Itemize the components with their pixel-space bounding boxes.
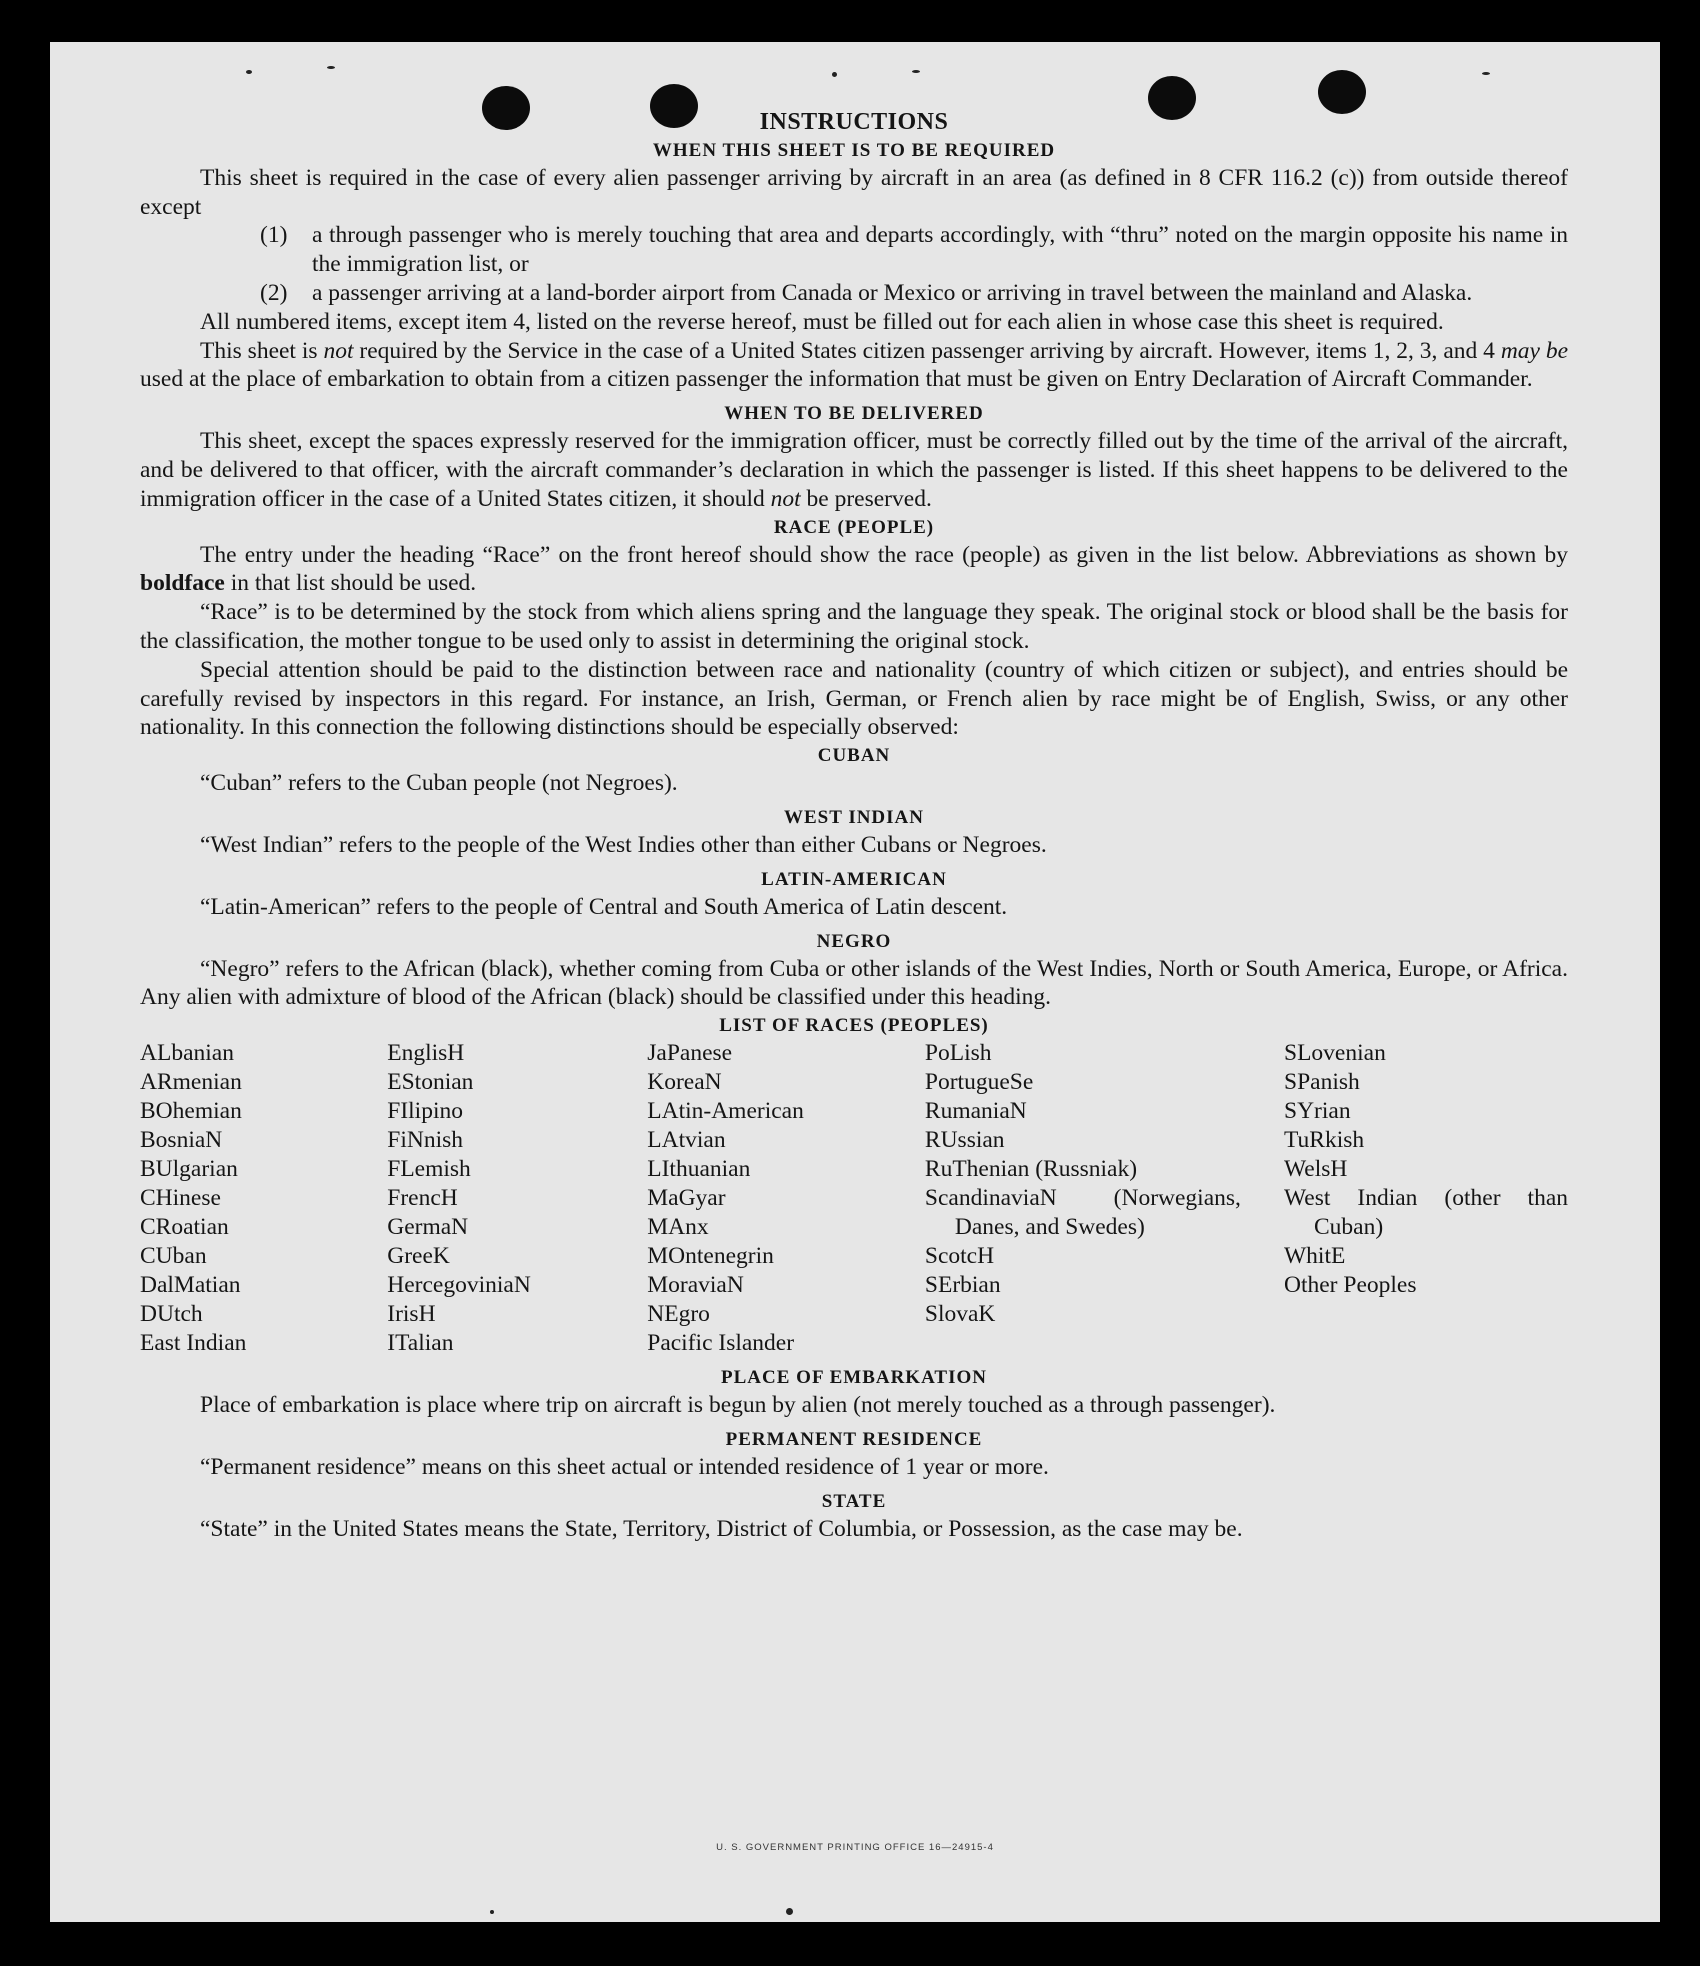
race-item: BOhemian — [140, 1098, 242, 1125]
race-item: LAtin-American — [647, 1098, 804, 1125]
race-item: JaPanese — [647, 1040, 733, 1067]
embarkation-text: Place of embarkation is place where trip on aircraft is begun by alien (not merely touched as a through passenger). — [200, 1392, 1276, 1419]
heading-race: RACE (PEOPLE) — [773, 516, 935, 538]
race-item: RumaniaN — [924, 1098, 1027, 1125]
exception-number: (1) — [260, 222, 288, 249]
race-item: FrencH — [387, 1185, 458, 1212]
race-item: IrisH — [387, 1301, 436, 1328]
race-item: MOntenegrin — [647, 1243, 774, 1270]
race-item: WhitE — [1284, 1243, 1346, 1270]
race-item: MAnx — [647, 1214, 709, 1241]
race-item: EStonian — [387, 1069, 474, 1096]
race-item: RUssian — [924, 1127, 1005, 1154]
race-item: ALbanian — [140, 1040, 234, 1067]
race-item: GermaN — [387, 1214, 469, 1241]
speck — [912, 70, 920, 73]
race-item: FLemish — [387, 1156, 471, 1183]
race-item: West Indian (other than Cuban) — [1284, 1185, 1568, 1241]
race-item: PortugueSe — [924, 1069, 1034, 1096]
race-item: BosniaN — [140, 1127, 223, 1154]
heading-when-delivered: WHEN TO BE DELIVERED — [724, 403, 984, 425]
race-item: LAtvian — [647, 1127, 726, 1154]
race-item: MaGyar — [647, 1185, 726, 1212]
speck — [246, 70, 252, 74]
race-paragraph-2: “Race” is to be determined by the stock from which aliens spring and the language they speak. The original stock or blood shall be the basis for the classification, the mother tongue to be used only to assist in determining the original stock. — [140, 599, 1568, 654]
race-item: FiNnish — [387, 1127, 463, 1154]
race-item: RuThenian (Russniak) — [924, 1156, 1138, 1183]
race-item: WelsH — [1284, 1156, 1348, 1183]
race-item: FIlipino — [387, 1098, 463, 1125]
race-column — [1284, 1039, 1568, 1358]
race-item: SErbian — [924, 1272, 1001, 1299]
heading-when-required: WHEN THIS SHEET IS TO BE REQUIRED — [652, 139, 1056, 161]
race-column — [140, 1039, 387, 1358]
heading-latin-american: LATIN-AMERICAN — [761, 868, 947, 890]
exception-text: a passenger arriving at a land-border airport from Canada or Mexico or arriving in travel between the mainland and Alaska. — [312, 279, 1473, 306]
race-item: East Indian — [140, 1330, 247, 1357]
when-required-intro: This sheet is required in the case of every alien passenger arriving by aircraft in an area (as defined in 8 CFR 116.2 (c)) from outside thereof except — [140, 164, 1568, 220]
race-item: Pacific Islander — [647, 1330, 795, 1357]
race-item: BUlgarian — [140, 1156, 238, 1183]
exception-item — [140, 221, 1568, 279]
race-item: DUtch — [140, 1301, 203, 1328]
exception-item — [140, 279, 1568, 308]
race-item: SPanish — [1284, 1069, 1360, 1096]
race-item: TuRkish — [1284, 1127, 1365, 1154]
race-item: LIthuanian — [647, 1156, 751, 1183]
boldface-word: boldface — [140, 570, 225, 597]
latin-american-text: “Latin-American” refers to the people of Central and South America of Latin descent. — [200, 893, 1008, 920]
west-indian-text: “West Indian” refers to the people of the West Indies other than either Cubans or Negroes. — [200, 831, 1047, 858]
race-item: KoreaN — [647, 1069, 722, 1096]
heading-permanent-residence: PERMANENT RESIDENCE — [725, 1428, 983, 1450]
instructions-content — [140, 108, 1568, 1544]
residence-text: “Permanent residence” means on this sheet actual or intended residence of 1 year or more. — [200, 1453, 1049, 1480]
when-delivered-paragraph: This sheet, except the spaces expressly reserved for the immigration officer, must be correctly filled out by the time of the arrival of the aircraft, and be delivered to that officer, with the aircraft commander’s declaration in which the passenger is listed. If this sheet happens to be delivered to the immigration officer in the case of a United States citizen, it should not be preserved. — [140, 428, 1568, 512]
race-paragraph-1: The entry under the heading “Race” on the front hereof should show the race (people) as given in the list below. Abbreviations as shown by boldface in that list should be used. — [140, 541, 1568, 597]
cuban-text: “Cuban” refers to the Cuban people (not Negroes). — [200, 770, 678, 797]
heading-list-of-races: LIST OF RACES (PEOPLES) — [719, 1015, 989, 1037]
heading-place-of-embarkation: PLACE OF EMBARKATION — [721, 1367, 987, 1389]
negro-text: “Negro” refers to the African (black), whether coming from Cuba or other islands of the West Indies, North or South America, Europe, or Africa. Any alien with admixture of blood of the African (black) should be classified under this heading. — [140, 955, 1568, 1011]
state-text: “State” in the United States means the State, Territory, District of Columbia, or Possession, as the case may be. — [200, 1515, 1243, 1542]
race-item: ARmenian — [140, 1069, 242, 1096]
race-item: ITalian — [387, 1330, 454, 1357]
heading-state: STATE — [821, 1490, 887, 1512]
race-item: PoLish — [924, 1040, 992, 1067]
heading-negro: NEGRO — [816, 930, 892, 952]
emphasis-not: not — [770, 485, 801, 512]
heading-west-indian: WEST INDIAN — [784, 806, 924, 828]
race-column — [647, 1039, 925, 1358]
race-item: SYrian — [1284, 1098, 1351, 1125]
speck — [786, 1908, 793, 1915]
exception-number: (2) — [260, 279, 288, 306]
race-item: MoraviaN — [647, 1272, 744, 1299]
citizen-paragraph: This sheet is not required by the Service in the case of a United States citizen passenger arriving by aircraft. However, items 1, 2, 3, and 4 may be used at the place of embarkation to obtain from a citizen passenger the information that must be given on Entry Declaration of Aircraft Commander. — [140, 337, 1569, 393]
speck — [832, 72, 837, 77]
race-column — [387, 1039, 647, 1358]
race-item: CHinese — [140, 1185, 221, 1212]
emphasis-not: not — [323, 337, 354, 364]
speck — [1482, 72, 1490, 75]
exception-text: a through passenger who is merely touching that area and departs accordingly, with “thru” noted on the margin opposite his name in the immigration list, or — [312, 222, 1568, 278]
race-item: NEgro — [647, 1301, 710, 1328]
race-item: CUban — [140, 1243, 207, 1270]
race-item: ScandinaviaN (Norwegians, Danes, and Swedes) — [924, 1185, 1241, 1241]
race-item: HercegoviniaN — [387, 1272, 531, 1299]
page-title: INSTRUCTIONS — [759, 109, 949, 135]
heading-cuban: CUBAN — [817, 745, 891, 767]
race-list — [140, 1039, 1568, 1358]
race-item: Other Peoples — [1284, 1272, 1417, 1299]
race-paragraph-3: Special attention should be paid to the distinction between race and nationality (country of which citizen or subject), and entries should be carefully revised by inspectors in this regard. For instance, an Irish, German, or French alien by race might be of English, Swiss, or any other nationality. In this connection the following distinctions should be especially observed: — [140, 656, 1568, 741]
race-item: SlovaK — [924, 1301, 996, 1328]
race-column — [925, 1039, 1284, 1358]
speck — [327, 66, 335, 69]
race-item: EnglisH — [387, 1040, 465, 1067]
speck — [490, 1910, 494, 1914]
emphasis-may-be: may be — [1500, 337, 1569, 364]
race-item: DalMatian — [140, 1272, 241, 1299]
numbered-items-paragraph: All numbered items, except item 4, listed on the reverse hereof, must be filled out for each alien in whose case this sheet is required. — [200, 308, 1444, 335]
document-sheet — [50, 42, 1660, 1922]
race-item: GreeK — [387, 1243, 450, 1270]
race-item: ScotcH — [924, 1243, 995, 1270]
race-item: SLovenian — [1284, 1040, 1386, 1067]
printing-office-footer: U. S. GOVERNMENT PRINTING OFFICE 16—24915-4 — [716, 1842, 994, 1853]
race-item: CRoatian — [140, 1214, 229, 1241]
